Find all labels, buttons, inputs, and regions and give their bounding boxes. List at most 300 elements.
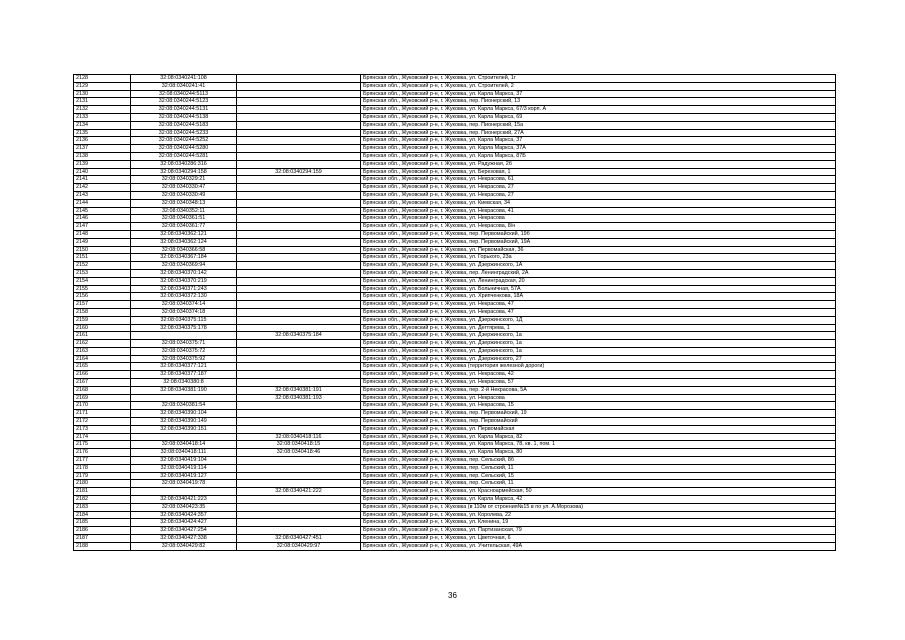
cadastral-number-cell: 32:08:0340244:5233: [131, 129, 237, 137]
linked-cadastral-number-cell: [237, 410, 361, 418]
address-cell: Брянская обл., Жуковский р-н, г. Жуковка, ул. Учительская, 49А: [361, 542, 836, 550]
cadastral-number-cell: 32:08:0340390:149: [131, 418, 237, 426]
cadastral-number-cell: 32:08:0340419:78: [131, 480, 237, 488]
table-row: [74, 176, 836, 184]
linked-cadastral-number-cell: [237, 480, 361, 488]
row-number-cell: 2136: [74, 137, 131, 145]
cadastral-number-cell: 32:08:0340370:219: [131, 277, 237, 285]
cadastral-number-cell: 32:08:0340370:142: [131, 269, 237, 277]
row-number-cell: 2164: [74, 355, 131, 363]
address-cell: Брянская обл., Жуковский р-н, г. Жуковка, ул. Некрасова, 15: [361, 402, 836, 410]
cadastral-number-cell: [131, 433, 237, 441]
cadastral-number-cell: 32:08:0340372:130: [131, 293, 237, 301]
table-row: [74, 152, 836, 160]
linked-cadastral-number-cell: 32:08:0340375:184: [237, 332, 361, 340]
address-cell: Брянская обл., Жуковский р-н, г. Жуковка, ул. Некрасова, 41: [361, 207, 836, 215]
address-cell: Брянская обл., Жуковский р-н, г. Жуковка, ул. Некрасова, 8/н: [361, 223, 836, 231]
table-row: [74, 293, 836, 301]
table-row: [74, 230, 836, 238]
address-cell: Брянская обл., Жуковский р-н, г. Жуковка, пер. Ленинградский, 2А: [361, 269, 836, 277]
linked-cadastral-number-cell: [237, 246, 361, 254]
cadastral-number-cell: 32:08:0340418:111: [131, 449, 237, 457]
table-row: [74, 535, 836, 543]
linked-cadastral-number-cell: [237, 324, 361, 332]
row-number-cell: 2187: [74, 535, 131, 543]
row-number-cell: 2172: [74, 418, 131, 426]
linked-cadastral-number-cell: [237, 347, 361, 355]
table-row: [74, 402, 836, 410]
row-number-cell: 2159: [74, 316, 131, 324]
address-cell: Брянская обл., Жуковский р-н, г. Жуковка, пер. Сельский, 8б: [361, 457, 836, 465]
row-number-cell: 2184: [74, 511, 131, 519]
address-cell: Брянская обл., Жуковский р-н, г. Жуковка, ул. Киевская, 34: [361, 199, 836, 207]
linked-cadastral-number-cell: [237, 90, 361, 98]
address-cell: Брянская обл., Жуковский р-н, г. Жуковка, ул. Карла Маркса, 67/3 корп. А: [361, 106, 836, 114]
cadastral-number-cell: [131, 394, 237, 402]
table-row: [74, 503, 836, 511]
linked-cadastral-number-cell: [237, 285, 361, 293]
table-row: [74, 269, 836, 277]
row-number-cell: 2163: [74, 347, 131, 355]
linked-cadastral-number-cell: 32:08:0340427:451: [237, 535, 361, 543]
table-row: [74, 496, 836, 504]
linked-cadastral-number-cell: [237, 121, 361, 129]
linked-cadastral-number-cell: 32:08:0340421:222: [237, 488, 361, 496]
linked-cadastral-number-cell: [237, 215, 361, 223]
table-row: [74, 277, 836, 285]
linked-cadastral-number-cell: [237, 503, 361, 511]
linked-cadastral-number-cell: 32:08:0340418:46: [237, 449, 361, 457]
cadastral-number-cell: 32:08:0340244:5252: [131, 137, 237, 145]
linked-cadastral-number-cell: [237, 379, 361, 387]
linked-cadastral-number-cell: [237, 223, 361, 231]
linked-cadastral-number-cell: [237, 191, 361, 199]
cadastral-number-cell: 32:08:0340424:357: [131, 511, 237, 519]
table-row: [74, 542, 836, 550]
row-number-cell: 2168: [74, 386, 131, 394]
table-row: [74, 199, 836, 207]
cadastral-number-cell: 32:08:0340427:254: [131, 527, 237, 535]
cadastral-number-cell: 32:08:0340374:14: [131, 301, 237, 309]
linked-cadastral-number-cell: [237, 457, 361, 465]
linked-cadastral-number-cell: [237, 82, 361, 90]
address-cell: Брянская обл., Жуковский р-н, г. Жуковка, ул. Королева, 22: [361, 511, 836, 519]
linked-cadastral-number-cell: [237, 527, 361, 535]
row-number-cell: 2188: [74, 542, 131, 550]
table-row: [74, 418, 836, 426]
address-cell: Брянская обл., Жуковский р-н, г. Жуковка, ул. Хрипченкова, 18А: [361, 293, 836, 301]
row-number-cell: 2177: [74, 457, 131, 465]
linked-cadastral-number-cell: [237, 464, 361, 472]
row-number-cell: 2178: [74, 464, 131, 472]
cadastral-number-cell: 32:08:0340419:114: [131, 464, 237, 472]
cadastral-number-cell: 32:08:0340286:316: [131, 160, 237, 168]
cadastral-number-cell: 32:08:0340244:5280: [131, 145, 237, 153]
table-row: [74, 394, 836, 402]
row-number-cell: 2135: [74, 129, 131, 137]
row-number-cell: 2171: [74, 410, 131, 418]
cadastral-number-cell: 32:08:0340361:77: [131, 223, 237, 231]
address-cell: Брянская обл., Жуковский р-н, г. Жуковка, ул. Дзержинского, 1Д: [361, 316, 836, 324]
address-cell: Брянская обл., Жуковский р-н, г. Жуковка, ул. Дзержинского, 27: [361, 355, 836, 363]
address-cell: Брянская обл., Жуковский р-н, г. Жуковка, пер. Первомайский, 19: [361, 410, 836, 418]
table-row: [74, 238, 836, 246]
linked-cadastral-number-cell: [237, 238, 361, 246]
address-cell: Брянская обл., Жуковский р-н, г. Жуковка, пер. Первомайский: [361, 418, 836, 426]
table-row: [74, 160, 836, 168]
cadastral-number-cell: 32:08:0340294:158: [131, 168, 237, 176]
cadastral-number-cell: 32:08:0340352:11: [131, 207, 237, 215]
table-row: [74, 308, 836, 316]
cadastral-number-cell: 32:08:0340424:427: [131, 519, 237, 527]
row-number-cell: 2157: [74, 301, 131, 309]
cadastral-number-cell: 32:08:0340419:104: [131, 457, 237, 465]
row-number-cell: 2176: [74, 449, 131, 457]
cadastral-number-cell: 32:08:0340375:115: [131, 316, 237, 324]
table-row: [74, 301, 836, 309]
row-number-cell: 2147: [74, 223, 131, 231]
linked-cadastral-number-cell: [237, 106, 361, 114]
address-cell: Брянская обл., Жуковский р-н, г. Жуковка, ул. Карла Маркса, 37: [361, 137, 836, 145]
table-row: [74, 464, 836, 472]
row-number-cell: 2149: [74, 238, 131, 246]
linked-cadastral-number-cell: [237, 418, 361, 426]
table-row: [74, 324, 836, 332]
address-cell: Брянская обл., Жуковский р-н, г. Жуковка, ул. Первомайская: [361, 425, 836, 433]
row-number-cell: 2148: [74, 230, 131, 238]
linked-cadastral-number-cell: [237, 496, 361, 504]
linked-cadastral-number-cell: [237, 340, 361, 348]
address-cell: Брянская обл., Жуковский р-н, г. Жуковка, ул. Кленина, 19: [361, 519, 836, 527]
linked-cadastral-number-cell: [237, 472, 361, 480]
linked-cadastral-number-cell: [237, 425, 361, 433]
address-cell: Брянская обл., Жуковский р-н, г. Жуковка, пер. Сельский, 15: [361, 472, 836, 480]
table-row: [74, 340, 836, 348]
address-cell: Брянская обл., Жуковский р-н, г. Жуковка, ул. Ленинградская, 20: [361, 277, 836, 285]
linked-cadastral-number-cell: [237, 145, 361, 153]
table-row: [74, 386, 836, 394]
table-row: [74, 441, 836, 449]
cadastral-number-cell: 32:08:0340348:13: [131, 199, 237, 207]
address-cell: Брянская обл., Жуковский р-н, г. Жуковка, ул. Некрасова, 61: [361, 176, 836, 184]
cadastral-number-cell: 32:08:0340377:121: [131, 363, 237, 371]
table-row: [74, 82, 836, 90]
row-number-cell: 2180: [74, 480, 131, 488]
linked-cadastral-number-cell: [237, 511, 361, 519]
table-row: [74, 425, 836, 433]
cadastral-number-cell: 32:08:0340374:18: [131, 308, 237, 316]
address-cell: Брянская обл., Жуковский р-н, г. Жуковка (в 110м от строения№15 в по ул. А.Морозова): [361, 503, 836, 511]
address-cell: Брянская обл., Жуковский р-н, г. Жуковка, ул. Карла Маркса, 87Б: [361, 152, 836, 160]
linked-cadastral-number-cell: [237, 355, 361, 363]
page-number: 36: [448, 591, 457, 600]
table-row: [74, 449, 836, 457]
address-cell: Брянская обл., Жуковский р-н, г. Жуковка, ул. Карла Маркса, 82: [361, 433, 836, 441]
linked-cadastral-number-cell: [237, 129, 361, 137]
row-number-cell: 2181: [74, 488, 131, 496]
cadastral-number-cell: 32:08:0340330:47: [131, 184, 237, 192]
cadastral-number-cell: 32:08:0340377:187: [131, 371, 237, 379]
table-row: [74, 129, 836, 137]
linked-cadastral-number-cell: [237, 363, 361, 371]
address-cell: Брянская обл., Жуковский р-н, г. Жуковка (территория железной дороги): [361, 363, 836, 371]
row-number-cell: 2166: [74, 371, 131, 379]
linked-cadastral-number-cell: [237, 152, 361, 160]
address-cell: Брянская обл., Жуковский р-н, г. Жуковка, ул. Дегтярева, 1: [361, 324, 836, 332]
table-row: [74, 457, 836, 465]
address-cell: Брянская обл., Жуковский р-н, г. Жуковка, ул. Некрасова, 57: [361, 379, 836, 387]
document-sheet: [73, 74, 835, 551]
row-number-cell: 2129: [74, 82, 131, 90]
row-number-cell: 2170: [74, 402, 131, 410]
table-row: [74, 137, 836, 145]
table-row: [74, 480, 836, 488]
cadastral-number-cell: 32:08:0340244:5183: [131, 121, 237, 129]
table-row: [74, 410, 836, 418]
address-cell: Брянская обл., Жуковский р-н, г. Жуковка, ул. Некрасова, 47: [361, 301, 836, 309]
row-number-cell: 2165: [74, 363, 131, 371]
address-cell: Брянская обл., Жуковский р-н, г. Жуковка, ул. Карла Маркса, 37: [361, 90, 836, 98]
cadastral-number-cell: 32:08:0340244:5281: [131, 152, 237, 160]
table-body: [74, 75, 836, 551]
cadastral-number-cell: [131, 488, 237, 496]
cadastral-number-cell: 32:08:0340329:21: [131, 176, 237, 184]
cadastral-number-cell: 32:08:0340369:94: [131, 262, 237, 270]
linked-cadastral-number-cell: [237, 308, 361, 316]
address-cell: Брянская обл., Жуковский р-н, г. Жуковка, ул. Радужная, 2б: [361, 160, 836, 168]
row-number-cell: 2183: [74, 503, 131, 511]
cadastral-number-cell: 32:08:0340381:190: [131, 386, 237, 394]
cadastral-number-cell: 32:08:0340244:5113: [131, 90, 237, 98]
linked-cadastral-number-cell: [237, 254, 361, 262]
row-number-cell: 2160: [74, 324, 131, 332]
address-cell: Брянская обл., Жуковский р-н, г. Жуковка, ул. Карла Маркса, 78, кв. 1, пом. 1: [361, 441, 836, 449]
table-row: [74, 355, 836, 363]
row-number-cell: 2175: [74, 441, 131, 449]
table-row: [74, 215, 836, 223]
table-row: [74, 262, 836, 270]
cadastral-number-cell: 32:08:0340423:35: [131, 503, 237, 511]
address-cell: Брянская обл., Жуковский р-н, г. Жуковка, пер. Пионерский, 13: [361, 98, 836, 106]
table-row: [74, 254, 836, 262]
cadastral-number-cell: 32:08:0340429:82: [131, 542, 237, 550]
table-row: [74, 332, 836, 340]
table-row: [74, 363, 836, 371]
cadastral-number-cell: 32:08:0340419:127: [131, 472, 237, 480]
linked-cadastral-number-cell: 32:08:0340381:191: [237, 386, 361, 394]
cadastral-number-cell: 32:08:0340244:5138: [131, 113, 237, 121]
row-number-cell: 2151: [74, 254, 131, 262]
table-row: [74, 75, 836, 83]
table-row: [74, 223, 836, 231]
linked-cadastral-number-cell: [237, 75, 361, 83]
linked-cadastral-number-cell: [237, 137, 361, 145]
row-number-cell: 2154: [74, 277, 131, 285]
row-number-cell: 2134: [74, 121, 131, 129]
linked-cadastral-number-cell: [237, 98, 361, 106]
address-cell: Брянская обл., Жуковский р-н, г. Жуковка, ул. Некрасова: [361, 215, 836, 223]
address-cell: Брянская обл., Жуковский р-н, г. Жуковка, пер. 2-й Некрасова, 5А: [361, 386, 836, 394]
linked-cadastral-number-cell: [237, 199, 361, 207]
table-row: [74, 168, 836, 176]
cadastral-number-cell: 32:08:0340375:178: [131, 324, 237, 332]
row-number-cell: 2146: [74, 215, 131, 223]
linked-cadastral-number-cell: [237, 113, 361, 121]
cadastral-number-cell: 32:08:0340362:121: [131, 230, 237, 238]
table-row: [74, 527, 836, 535]
address-cell: Брянская обл., Жуковский р-н, г. Жуковка, ул. Некрасова, 47: [361, 308, 836, 316]
row-number-cell: 2185: [74, 519, 131, 527]
linked-cadastral-number-cell: [237, 301, 361, 309]
table-row: [74, 121, 836, 129]
table-row: [74, 246, 836, 254]
row-number-cell: 2150: [74, 246, 131, 254]
address-cell: Брянская обл., Жуковский р-н, г. Жуковка, ул. Первомайская, 36: [361, 246, 836, 254]
table-row: [74, 90, 836, 98]
cadastral-number-cell: 32:08:0340390:104: [131, 410, 237, 418]
address-cell: Брянская обл., Жуковский р-н, г. Жуковка, ул. Строителей, 1г: [361, 75, 836, 83]
row-number-cell: 2152: [74, 262, 131, 270]
linked-cadastral-number-cell: [237, 371, 361, 379]
linked-cadastral-number-cell: 32:08:0340381:193: [237, 394, 361, 402]
table-row: [74, 379, 836, 387]
linked-cadastral-number-cell: 32:08:0340418:116: [237, 433, 361, 441]
cadastral-number-cell: 32:08:0340427:338: [131, 535, 237, 543]
linked-cadastral-number-cell: [237, 176, 361, 184]
row-number-cell: 2143: [74, 191, 131, 199]
cadastral-number-cell: 32:08:0340361:51: [131, 215, 237, 223]
table-row: [74, 316, 836, 324]
address-cell: Брянская обл., Жуковский р-н, г. Жуковка, ул. Строителей, 2: [361, 82, 836, 90]
address-cell: Брянская обл., Жуковский р-н, г. Жуковка, пер. Сельский, 11: [361, 480, 836, 488]
address-cell: Брянская обл., Жуковский р-н, г. Жуковка, ул. Горького, 23а: [361, 254, 836, 262]
linked-cadastral-number-cell: [237, 269, 361, 277]
row-number-cell: 2182: [74, 496, 131, 504]
address-cell: Брянская обл., Жуковский р-н, г. Жуковка, ул. Некрасова, 27: [361, 191, 836, 199]
address-cell: Брянская обл., Жуковский р-н, г. Жуковка, ул. Карла Маркса, 69: [361, 113, 836, 121]
table-row: [74, 191, 836, 199]
address-cell: Брянская обл., Жуковский р-н, г. Жуковка, пер. Первомайский, 19б: [361, 230, 836, 238]
row-number-cell: 2138: [74, 152, 131, 160]
row-number-cell: 2137: [74, 145, 131, 153]
cadastral-number-cell: [131, 332, 237, 340]
cadastral-number-cell: 32:08:0340390:151: [131, 425, 237, 433]
row-number-cell: 2158: [74, 308, 131, 316]
linked-cadastral-number-cell: [237, 262, 361, 270]
row-number-cell: 2142: [74, 184, 131, 192]
table-row: [74, 113, 836, 121]
linked-cadastral-number-cell: [237, 316, 361, 324]
row-number-cell: 2186: [74, 527, 131, 535]
cadastral-number-cell: 32:08:0340244:5131: [131, 106, 237, 114]
linked-cadastral-number-cell: [237, 160, 361, 168]
row-number-cell: 2167: [74, 379, 131, 387]
linked-cadastral-number-cell: [237, 184, 361, 192]
cadastral-number-cell: 32:08:0340366:58: [131, 246, 237, 254]
row-number-cell: 2133: [74, 113, 131, 121]
table-row: [74, 207, 836, 215]
row-number-cell: 2140: [74, 168, 131, 176]
row-number-cell: 2145: [74, 207, 131, 215]
table-row: [74, 433, 836, 441]
table-row: [74, 472, 836, 480]
table-row: [74, 347, 836, 355]
address-cell: Брянская обл., Жуковский р-н, г. Жуковка, ул. Дзержинского, 1А: [361, 262, 836, 270]
address-cell: Брянская обл., Жуковский р-н, г. Жуковка, пер. Первомайский, 19А: [361, 238, 836, 246]
row-number-cell: 2128: [74, 75, 131, 83]
address-cell: Брянская обл., Жуковский р-н, г. Жуковка, пер. Пионерский, 15а: [361, 121, 836, 129]
linked-cadastral-number-cell: 32:08:0340418:15: [237, 441, 361, 449]
table-row: [74, 145, 836, 153]
address-cell: Брянская обл., Жуковский р-н, г. Жуковка, ул. Некрасова: [361, 394, 836, 402]
address-cell: Брянская обл., Жуковский р-н, г. Жуковка, ул. Карла Маркса, 37А: [361, 145, 836, 153]
address-cell: Брянская обл., Жуковский р-н, г. Жуковка, ул. Березовая, 1: [361, 168, 836, 176]
cadastral-number-cell: 32:08:0340241:108: [131, 75, 237, 83]
table-row: [74, 488, 836, 496]
row-number-cell: 2141: [74, 176, 131, 184]
address-cell: Брянская обл., Жуковский р-н, г. Жуковка, ул. Красноармейская, 50: [361, 488, 836, 496]
address-cell: Брянская обл., Жуковский р-н, г. Жуковка, ул. Дзержинского, 1а: [361, 340, 836, 348]
linked-cadastral-number-cell: [237, 519, 361, 527]
address-cell: Брянская обл., Жуковский р-н, г. Жуковка, ул. Карла Маркса, 42: [361, 496, 836, 504]
table-row: [74, 106, 836, 114]
row-number-cell: 2162: [74, 340, 131, 348]
table-row: [74, 519, 836, 527]
data-table: [73, 74, 836, 551]
linked-cadastral-number-cell: [237, 402, 361, 410]
row-number-cell: 2132: [74, 106, 131, 114]
linked-cadastral-number-cell: 32:08:0340429:97: [237, 542, 361, 550]
cadastral-number-cell: 32:08:0340421:223: [131, 496, 237, 504]
row-number-cell: 2174: [74, 433, 131, 441]
address-cell: Брянская обл., Жуковский р-н, г. Жуковка, ул. Некрасова, 27: [361, 184, 836, 192]
cadastral-number-cell: 32:08:0340367:184: [131, 254, 237, 262]
table-row: [74, 511, 836, 519]
cadastral-number-cell: 32:08:0340418:14: [131, 441, 237, 449]
cadastral-number-cell: 32:08:0340375:71: [131, 340, 237, 348]
row-number-cell: 2153: [74, 269, 131, 277]
address-cell: Брянская обл., Жуковский р-н, г. Жуковка, ул. Больничная, 57А: [361, 285, 836, 293]
linked-cadastral-number-cell: [237, 277, 361, 285]
row-number-cell: 2144: [74, 199, 131, 207]
address-cell: Брянская обл., Жуковский р-н, г. Жуковка, ул. Дзержинского, 1а: [361, 332, 836, 340]
address-cell: Брянская обл., Жуковский р-н, г. Жуковка, ул. Партизанская, 79: [361, 527, 836, 535]
linked-cadastral-number-cell: [237, 207, 361, 215]
linked-cadastral-number-cell: [237, 230, 361, 238]
row-number-cell: 2155: [74, 285, 131, 293]
table-row: [74, 371, 836, 379]
row-number-cell: 2161: [74, 332, 131, 340]
table-row: [74, 285, 836, 293]
table-row: [74, 98, 836, 106]
cadastral-number-cell: 32:08:0340241:41: [131, 82, 237, 90]
row-number-cell: 2169: [74, 394, 131, 402]
linked-cadastral-number-cell: [237, 293, 361, 301]
address-cell: Брянская обл., Жуковский р-н, г. Жуковка, ул. Некрасова, 42: [361, 371, 836, 379]
cadastral-number-cell: 32:08:0340375:72: [131, 347, 237, 355]
row-number-cell: 2139: [74, 160, 131, 168]
row-number-cell: 2173: [74, 425, 131, 433]
cadastral-number-cell: 32:08:0340371:243: [131, 285, 237, 293]
row-number-cell: 2130: [74, 90, 131, 98]
address-cell: Брянская обл., Жуковский р-н, г. Жуковка, пер. Сельский, 11: [361, 464, 836, 472]
row-number-cell: 2156: [74, 293, 131, 301]
address-cell: Брянская обл., Жуковский р-н, г. Жуковка, пер. Пионерский, 27А: [361, 129, 836, 137]
cadastral-number-cell: 32:08:0340244:5123: [131, 98, 237, 106]
address-cell: Брянская обл., Жуковский р-н, г. Жуковка, ул. Цветочная, 6: [361, 535, 836, 543]
row-number-cell: 2131: [74, 98, 131, 106]
address-cell: Брянская обл., Жуковский р-н, г. Жуковка, ул. Карла Маркса, 80: [361, 449, 836, 457]
